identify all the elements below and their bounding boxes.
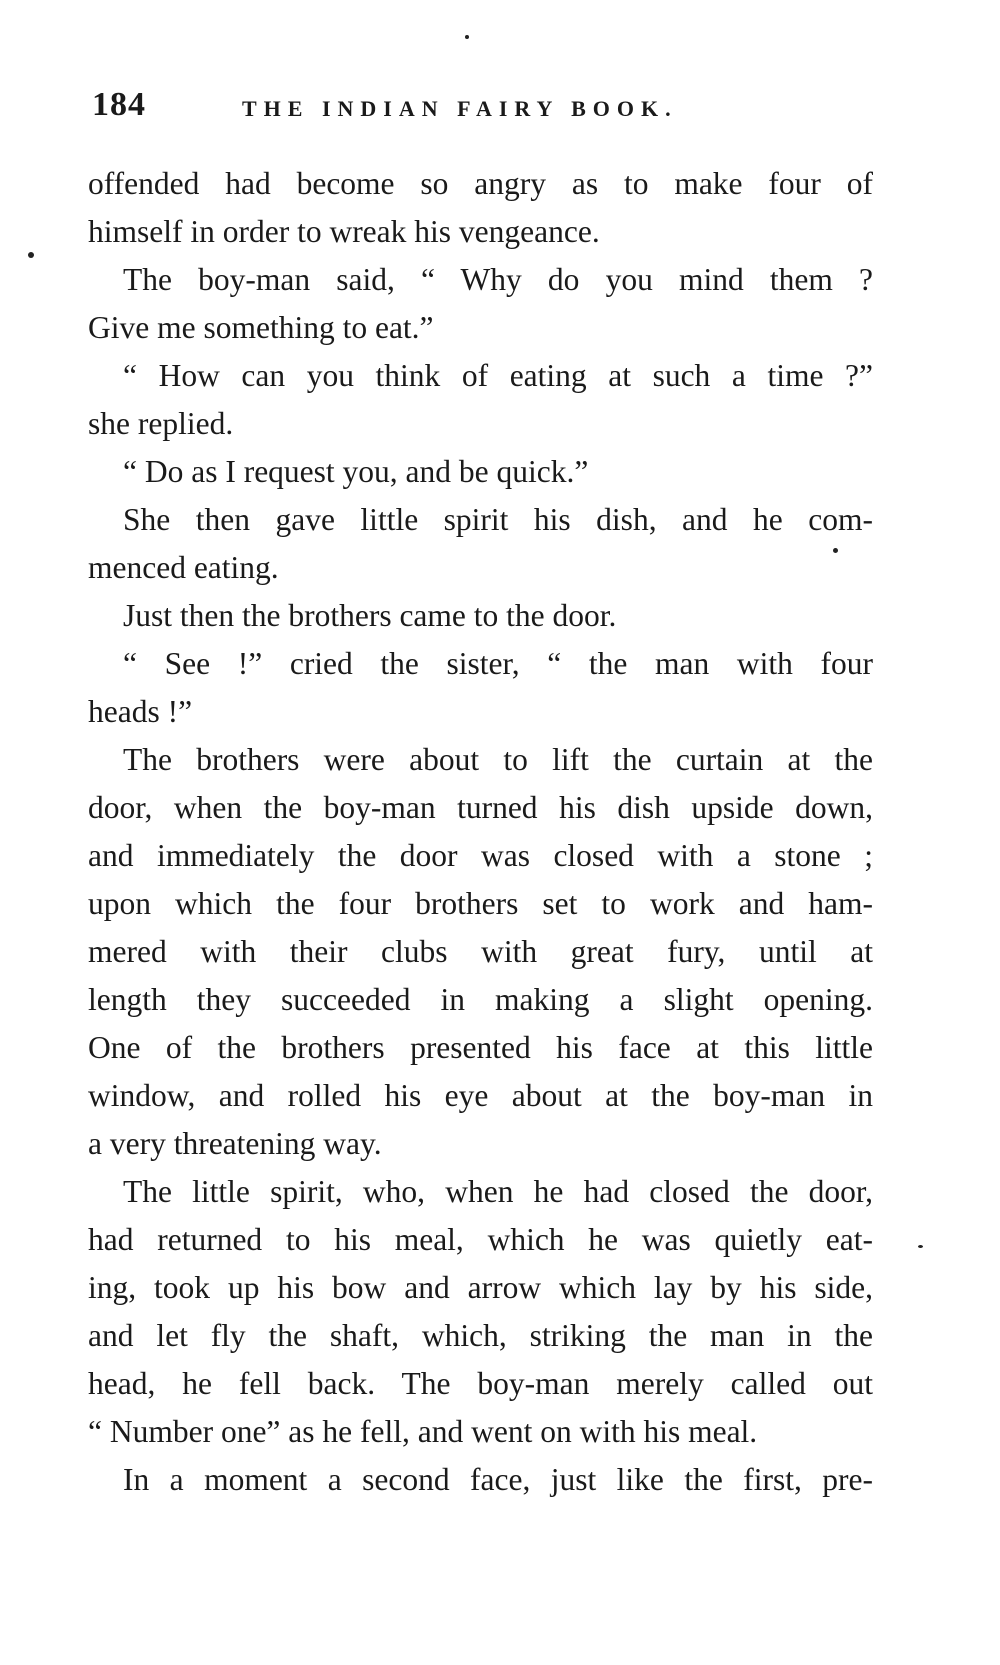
- text-line: a very threatening way.: [88, 1126, 382, 1161]
- scan-speck: [918, 1245, 923, 1248]
- text-line: and immediately the door was closed with a stone ;: [88, 838, 873, 873]
- text-line: door, when the boy-man turned his dish upside down,: [88, 790, 873, 825]
- text-line: The brothers were about to lift the curtain at the: [123, 742, 873, 777]
- text-line: upon which the four brothers set to work and ham-: [88, 886, 873, 921]
- text-line: offended had become so angry as to make four of: [88, 166, 873, 201]
- text-line: had returned to his meal, which he was quietly eat-: [88, 1222, 873, 1257]
- body-text: [88, 160, 873, 1504]
- text-line: head, he fell back. The boy-man merely called out: [88, 1366, 873, 1401]
- text-line: “ Do as I request you, and be quick.”: [123, 454, 589, 489]
- text-line: The boy-man said, “ Why do you mind them ?: [123, 262, 873, 297]
- text-line: She then gave little spirit his dish, and he com-: [123, 502, 873, 537]
- text-line: window, and rolled his eye about at the boy-man in: [88, 1078, 873, 1113]
- text-line: The little spirit, who, when he had closed the door,: [123, 1174, 873, 1209]
- text-line: heads !”: [88, 694, 193, 729]
- text-line: length they succeeded in making a slight opening.: [88, 982, 873, 1017]
- text-line: One of the brothers presented his face at this little: [88, 1030, 873, 1065]
- text-line: and let fly the shaft, which, striking the man in the: [88, 1318, 873, 1353]
- page-header: [92, 86, 882, 136]
- text-line: she replied.: [88, 406, 234, 441]
- text-line: “ See !” cried the sister, “ the man with four: [123, 646, 873, 681]
- text-line: In a moment a second face, just like the first, pre-: [123, 1462, 873, 1497]
- text-line: Give me something to eat.”: [88, 310, 434, 345]
- text-line: ing, took up his bow and arrow which lay by his side,: [88, 1270, 873, 1305]
- text-line: “ Number one” as he fell, and went on with his meal.: [88, 1414, 758, 1449]
- running-head: THE INDIAN FAIRY BOOK.: [242, 96, 678, 121]
- text-line: Just then the brothers came to the door.: [123, 598, 617, 633]
- scan-speck: [833, 548, 838, 553]
- text-line: mered with their clubs with great fury, until at: [88, 934, 873, 969]
- text-line: “ How can you think of eating at such a time ?”: [123, 358, 873, 393]
- scan-speck: [465, 35, 469, 39]
- text-line: himself in order to wreak his vengeance.: [88, 214, 600, 249]
- text-line: menced eating.: [88, 550, 279, 585]
- scan-speck: [28, 252, 34, 258]
- page-number: 184: [92, 86, 146, 123]
